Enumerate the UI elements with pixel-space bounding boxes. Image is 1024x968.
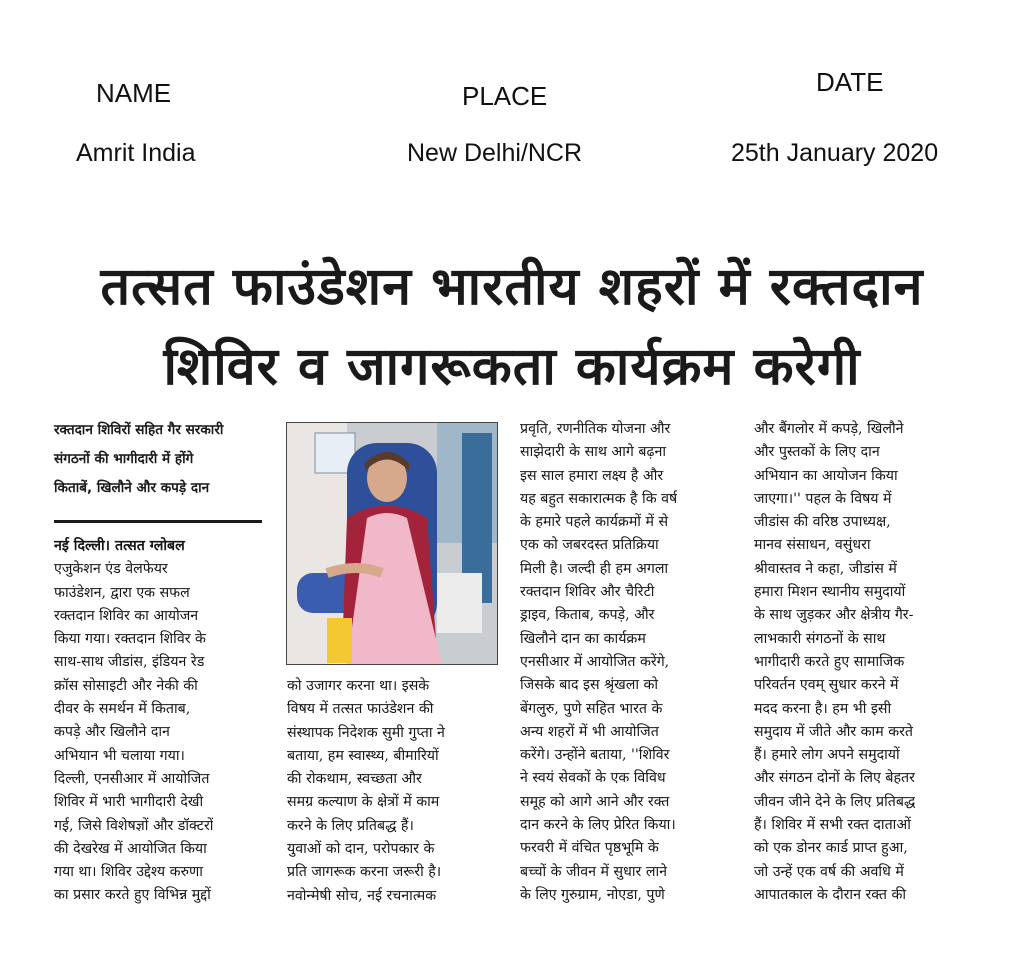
column-line: जीडांस की वरिष्ठ उपाध्यक्ष, (754, 514, 891, 531)
column-line: किया गया। रक्तदान शिविर के (54, 631, 206, 648)
name-label: NAME (96, 78, 172, 108)
column-line: मानव संसाधन, वसुंधरा (754, 537, 871, 554)
subheadline (54, 416, 262, 503)
column-line: के हमारे पहले कार्यक्रमों में से (520, 514, 669, 531)
column-line: साझेदारी के साथ आगे बढ़ना (520, 444, 667, 461)
column-line: हैं। शिविर में सभी रक्त दाताओं (754, 817, 911, 834)
column-line: जिसके बाद इस श्रृंखला को (520, 677, 659, 694)
column-line: दान करने के लिए प्रेरित किया। (520, 817, 676, 834)
column-line: समुदाय में जीते और काम करते (754, 723, 913, 740)
subheadline-line: किताबें, खिलौने और कपड़े दान (54, 480, 210, 496)
headline-line-2: शिविर व जागरूकता कार्यक्रम करेगी (163, 337, 861, 397)
column-line: रक्तदान शिविर और चैरिटी (520, 584, 655, 601)
column-line: बताया, हम स्वास्थ्य, बीमारियों (287, 747, 439, 764)
column-line: बच्चों के जीवन में सुधार लाने (520, 863, 667, 880)
column-line: समूह को आगे आने और रक्त (520, 793, 670, 810)
column-line: एजुकेशन एंड वेलफेयर (54, 561, 168, 578)
column-line: बेंगलुरु, पुणे सहित भारत के (520, 700, 663, 717)
column-line: क्रॉस सोसाइटी और नेकी की (54, 677, 198, 694)
article-column-4 (754, 418, 915, 907)
column-line: करेंगे। उन्होंने बताया, ''शिविर (520, 747, 670, 764)
subheadline-line: संगठनों की भागीदारी में होंगे (54, 451, 194, 467)
column-line: ने स्वयं सेवकों के एक विविध (520, 770, 666, 787)
column-line: लाभकारी संगठनों के साथ (754, 630, 886, 647)
column-line: इस साल हमारा लक्ष्य है और (520, 467, 664, 484)
column-line: परिवर्तन एवम् सुधार करने में (754, 677, 899, 694)
column-line: आपातकाल के दौरान रक्त की (754, 886, 907, 903)
column-line: एनसीआर में आयोजित करेंगे, (520, 653, 670, 670)
headline-line-1: तत्सत फाउंडेशन भारतीय शहरों में रक्तदान (100, 257, 924, 317)
column-line: श्रीवास्तव ने कहा, जीडांस में (754, 560, 897, 577)
column-line: दिल्ली, एनसीआर में आयोजित (54, 770, 210, 787)
column-line: के लिए गुरुग्राम, नोएडा, पुणे (520, 886, 665, 903)
column-line: प्रवृति, रणनीतिक योजना और (520, 421, 671, 437)
column-line: को एक डोनर कार्ड प्राप्त हुआ, (754, 840, 908, 857)
column-line: हमारा मिशन स्थानीय समुदायों (754, 584, 906, 601)
column-line: और संगठन दोनों के लिए बेहतर (754, 770, 915, 787)
column-line: साथ-साथ जीडांस, इंडियन रेड (54, 654, 205, 671)
column-line: विषय में तत्सत फाउंडेशन की (287, 701, 434, 718)
column-line: और पुस्तकों के लिए दान (754, 444, 880, 461)
blood-donation-photo (286, 422, 498, 665)
column-line: जीवन जीने देने के लिए प्रतिबद्ध (754, 793, 916, 810)
place-value: New Delhi/NCR (407, 139, 583, 167)
article-column-3 (520, 418, 677, 907)
column-line: अन्य शहरों में भी आयोजित (520, 723, 659, 740)
column-line: का प्रसार करते हुए विभिन्न मुद्दों (54, 887, 211, 904)
column-line: मिली है। जल्दी ही हम अगला (520, 560, 669, 577)
column-line: की रोकथाम, स्वच्छता और (287, 771, 422, 788)
article-column-1 (54, 535, 213, 908)
column-line: प्रति जागरूक करना जरूरी है। (287, 864, 442, 881)
column-line: समग्र कल्याण के क्षेत्रों में काम (287, 794, 440, 811)
column-line: रक्तदान शिविर का आयोजन (54, 607, 199, 624)
column-line: यह बहुत सकारात्मक है कि वर्ष (520, 490, 678, 507)
column-line: दीवर के समर्थन में किताब, (54, 701, 191, 718)
column-line: मदद करना है। हम भी इसी (754, 700, 892, 717)
column-line: संस्थापक निदेशक सुमी गुप्ता ने (287, 724, 445, 741)
column-line: अभियान का आयोजन किया (754, 467, 898, 484)
column-line: अभियान भी चलाया गया। (54, 747, 185, 764)
column-line: और बैंगलोर में कपड़े, खिलौने (754, 421, 904, 437)
date-value: 25th January 2020 (731, 139, 939, 167)
column-line: युवाओं को दान, परोपकार के (287, 841, 435, 858)
column-line: गया था। शिविर उद्देश्य करुणा (54, 864, 203, 881)
subheadline-divider (54, 520, 262, 523)
column-line: करने के लिए प्रतिबद्ध हैं। (287, 817, 414, 834)
article-column-2 (287, 675, 445, 908)
place-label: PLACE (462, 81, 548, 111)
column-line: कपड़े और खिलौने दान (54, 724, 170, 741)
column-line: शिविर में भारी भागीदारी देखी (54, 794, 204, 811)
column-line: नवोन्मेषी सोच, नई रचनात्मक (287, 887, 437, 904)
column-line: जाएगा।'' पहल के विषय में (754, 490, 892, 507)
column-line: के साथ जुड़कर और क्षेत्रीय गैर- (754, 607, 914, 624)
column-line: को उजागर करना था। इसके (287, 678, 430, 694)
column-line: फरवरी में वंचित पृष्ठभूमि के (520, 840, 659, 857)
column-line: खिलौने दान का कार्यक्रम (520, 630, 646, 647)
column-line: ड्राइव, किताब, कपड़े, और (520, 607, 655, 624)
column-line: नई दिल्ली। तत्सत ग्लोबल (54, 538, 185, 554)
column-line: एक को जबरदस्त प्रतिक्रिया (520, 537, 659, 554)
column-line: गई, जिसे विशेषज्ञों और डॉक्टरों (54, 817, 214, 834)
column-line: की देखरेख में आयोजित किया (54, 840, 207, 857)
name-value: Amrit India (76, 139, 196, 167)
column-line: जो उन्हें एक वर्ष की अवधि में (754, 863, 904, 880)
donor-illustration (287, 423, 497, 664)
column-line: भागीदारी करते हुए सामाजिक (754, 653, 905, 670)
column-line: फाउंडेशन, द्वारा एक सफल (54, 584, 190, 601)
subheadline-line: रक्तदान शिविरों सहित गैर सरकारी (54, 422, 224, 438)
column-line: हैं। हमारे लोग अपने समुदायों (754, 747, 900, 764)
date-label: DATE (816, 67, 884, 97)
